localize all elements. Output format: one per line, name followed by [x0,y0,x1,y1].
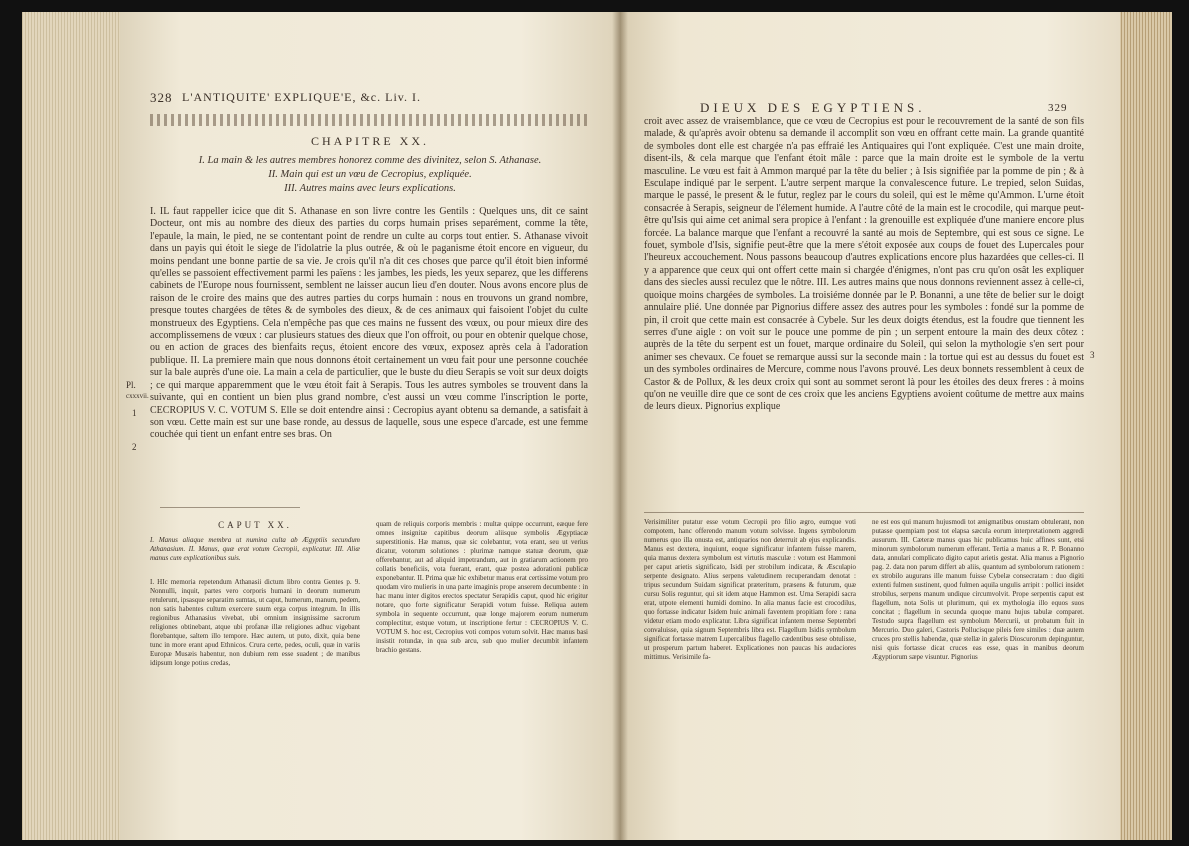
right-page-edges [1118,12,1172,840]
open-book [22,12,1172,840]
latin-column-2 [872,518,1084,784]
header-ornament [150,114,590,126]
right-page-number: 329 [1048,102,1068,114]
footnote-rule [644,512,1084,513]
latin-text: ne est eos qui manum hujusmodi tot ænigmatibus onustam obtulerant, non putasse quempiam post tot elapsa sæcula eorum interpretationem aggredi ausurum. III. Cæteræ manus quas hic publicamus huic affines sunt, etsi minorum symbolorum numerum efferant. Tertia a manus a R. P. Bonanno data, annulari complicato digito caput arietis gestat. Alia manus a Pignorio pag. 2. data non parum differt ab aliis, quantum ad symbolorum rationem : ex strobilo augurans ille manum fuisse Cybelæ consecratam : duo digiti extenti fulmen sustinent, quod fulmen aquila ungulis arripit : pollici insidet strobilus, serpens manum undique circumvolvit. Prope serpentis caput est flagellum, nota Solis ut plurimum, qui ex mythologia illo equos suos concitat ; flagellum in secunda quoque manu hujus tabulæ comparet. Testudo supra flagellum est symbolum Mercurii, ut probatum fuit in Mercurio. Duo galeri, Castoris Pollucisque pileis fere similes : duæ autem cruces pro stellis habendæ, quæ stellæ in galeris Dioscurorum depinguntur, nisi quis fortasse dicat cruces eas esse, quas in manibus deorum Ægyptiorum sæpe visuntur. Pignorius [872,518,1084,661]
latin-chapter-title: CAPUT XX. [218,520,292,530]
left-page [120,12,620,840]
right-french-body [644,116,1084,508]
latin-text: Verisimiliter putatur esse votum Cecropii pro filio ægro, eumque voti compotem, hanc offerendo manum votum solvisse. Ingens symbolorum numerus quo illa onusta est, antiquarios non deterruit ab ejus explicandis. Manus est dextera, inquiunt, eoque significatur infantem fuisse marem, quia manus dextera symbolum est virtutis masculæ : votum est Hammoni per caput arietis significato, Isidi per strobilum indicatæ, & Æsculapio serpente designato. Alius serpens valetudinem recuperandam denotat : tripus secundum Suidam significat præteritum, præsens & futurum, quæ cursu Solis reguntur, qui sit idem atque Hammon est. Urna Serapidi sacra erat, utpote elementi humidi domino. In alia manus facie est crocodilus, quo fortasse indicatur Isidem huic animali faventem propitiam fore : rana videtur etiam modo explicatur. Libra significat infantem mense Septembri convaluisse, quia signum Septembris libra est. Flagellum Isidis symbolum significat fortasse matrem Lupercalibus flagello cædentibus sese obtulisse, ut prosperum partum haberet. Explicationes non paucas his audaciores mittimus. Verisimile fa- [644,518,856,661]
latin-column-1 [150,578,360,778]
left-page-edges [22,12,122,840]
latin-column-2 [376,520,588,778]
latin-summary-text: I. Manus aliaque membra ut numina culta ab Ægyptiis secundum Athanasium. II. Manus, quæ erat votum Cecropii, explicatur. III. Aliæ manus cum explicationibus suis. [150,536,360,562]
margin-number-1: 1 [132,408,137,418]
plate-reference [126,380,149,402]
french-paragraph: croit avec assez de vraisemblance, que ce vœu de Cecropius est pour le recouvrement de la santé de son fils malade, & qu'après avoir obtenu sa demande il accomplit son vœu en offrant cette main. La grande quantité de symboles dont elle est chargée n'a pas effraié les Antiquaires qui l'ont expliquée. C'est une main droite, disent-ils, & cela marque que l'enfant étoit mâle : parce que la main droite est le symbole de la vertu masculine. Le vœu est fait à Ammon marqué par la tête du belier ; à Isis signifiée par la pomme de pin ; & à Esculape indiqué par le serpent. L'autre serpent marque la convalescence future. Le trepied, selon Suidas, marque le passé, le present & le futur, reglez par le cours du soleil, qui est le même qu'Ammon. L'urne étoit consacrée à Serapis, seigneur de l'élement humide. A l'autre côté de la main est le crocodile, qui marque peut-être qu'Isis qui aime cet animal sera propice à l'enfant : la grenouille est expliquée d'une maniere encore plus forcée. La balance marque que l'enfant a recouvré la santé au mois de Septembre, qui est sous ce signe. Le fouet, symbole d'Isis, signifie peut-être que la mere s'étoit exposée aux coups de fouet des Lupercales pour l'heureux accouchement. Nous passons beaucoup d'autres explications encore plus hazardées que celles-ci. Il y a apparence que ceux qui ont offert cette main si chargée d'énigmes, n'ont pas cru qu'on osât les expliquer dans des siecles aussi reculez que le nôtre. III. Les autres mains que nous donnons reviennent assez à celle-ci, quoique moins chargées de symboles. La troisiéme donnée par le P. Bonanni, a une tête de belier sur le doigt annulaire plié. Une donnée par Pignorius differe assez des autres pour les symboles : fondé sur la pomme de pin, il croit que cette main est consacrée à Cybele. Sur les deux doigts étendus, est la foudre que tiennent les serres d'une aigle : on voit sur le pouce une pomme de pin ; un serpent entoure la main des deux côtez : auprès de la tête du serpent est un fouet, marque ordinaire du Soleil, qui selon la mythologie s'en sert pour animer ses chevaux. Ce fouet se remarque aussi sur la seconde main : la tortue qui est au dessus du fouet est un des symboles ordinaires de Mercure, comme nous l'avons prouvé. Les deux bonnets ressemblent à ceux de Castor & de Pollux, & les deux croix qui sont au sommet seront là pour les étoiles des deux freres : à moins qu'on ne veuille dire que ce sont de ces croix que les anciens Egyptiens avoient coûtume de mettre aux mains de leurs dieux. Pignorius explique [644,116,1084,413]
chapter-title: CHAPITRE XX. [310,134,429,148]
right-running-head: DIEUX DES EGYPTIENS. [700,100,926,115]
latin-text: I. HIc memoria repetendum Athanasii dictum libro contra Gentes p. 9. Nonnulli, inquit, partes vero corporis humani in deorum numerum retulerunt, ipsasque separatim sumtas, ut caput, humerum, manum, pedem, non satis habentes cultum exercere suum erga corpus integrum. In illis regionibus Athanasius vivebat, ubi omnium insignissime sacrorum religiones obtinebant, atque ubi profanæ illæ religiones adhuc vigebant florebantque, saltem illo tempore. Hæc autem, ut puto, dixit, quia bene tunc in more erant apud Ethnicos. Crura certe, pedes, oculi, quæ in variis Europæ Musæis habentur, non dubium rem esse suadent ; de manibus idipsum longe potius credas, [150,578,360,667]
left-page-number: 328 [150,90,173,105]
summary-line: I. La main & les autres membres honorez comme des divinitez, selon S. Athanase. [198,155,542,166]
footnote-rule [160,507,300,508]
latin-text: quam de reliquis corporis membris : multæ quippe occurrunt, eæque fere omnes insignitæ capitibus deorum aliisque symbolis Ægyptiacæ superstitionis. Hæ manus, quæ sic colebantur, vota erant, seu ut verius dicatur, votorum solutiones : plurimæ namque statuæ deorum, quæ offerebantur, aut ad aliquid impetrandum, aut in gratiarum actionem pro collatis beneficiis, vota fuerant, erant, quæ postea adorationi publicæ exponebantur. II. Prima quæ hic exhibetur manus erat certissime votum pro quodam viro mulieris in una parte imaginis prope anserem decumbente : in hac manu inter digitos erectos spectatur Serapidis caput, quod hic erigitur notare, quo forte significatur Serapidi votum fuisse. Reliqua autem symbola in sequente occurrunt, quæ longe majorem eorum numerum complectitur, estque votum, ut inscriptione fertur : CECROPIUS V. C. VOTUM S. hoc est, Cecropius voti compos votum solvit. Hæc manus basi insistit rotundæ, in qua sub arcu, sub quo mulier decumbit infantem brachio gestans. [376,520,588,654]
plate-label: Pl. [126,380,136,390]
french-paragraph: I. IL faut rappeller icice que dit S. Athanase en son livre contre les Gentils : Quelques uns, dit ce saint Docteur, ont mis au nombre des dieux des parties du corps humain prises separément, comme la tête, l'epaule, la main, le pied, ne se contentant point de rendre un culte au corps tout entier. S. Athanase vivoit dans un payis qui étoit le siege de l'idolatrie la plus outrée, & où le paganisme étoit encore en vigueur, du moins pendant une bonne partie de sa vie. Je crois qu'il n'a dit ces choses que parce qu'il étoit bien informé qu'elles se passoient effectivement parmi les païens : les jambes, les pieds, les yeux separez, que les differens cabinets de l'Europe nous fournissent, semblent ne laisser aucun lieu d'en douter. Nous avons encore plus de raison de le croire des mains que des autres parties du corps humain : nous en trouvons un grand nombre, presque toutes chargées de têtes & de symboles des dieux, & de ces animaux qui faisoient l'objet du culte monstrueux des Egyptiens. Cela n'empêche pas que ces mains ne fussent des vœux, ou pour mieux dire des accomplissemens de vœux : car plusieurs statues des dieux que l'on offroit, ou pour en obtenir quelque chose, ou en action de graces des bienfaits reçus, étoient encore des vœux, exposez après cela à l'adoration publique. II. La premiere main que nous donnons étoit certainement un vœu fait pour une personne couchée sur la bale auprès d'une oie. La main a cela de particulier, que le buste du dieu Serapis se voit sur deux doigts ; ce qui marque apparemment que le vœu étoit fait à Serapis. Tous les autres symboles se trouvent dans la suivante, qui en contient un bien plus grand nombre, c'est aussi un vœu comme l'inscription le porte, CECROPIUS V. C. VOTUM S. Elle se doit entendre ainsi : Cecropius ayant obtenu sa demande, a satisfait à son vœu. Cette main est sur une base ronde, au dessus de laquelle, sous une espece d'arcade, est une femme couchée qui tient un enfant entre ses bras. On [150,206,588,441]
plate-number: cxxxvii. [126,392,149,400]
summary-line: II. Main qui est un vœu de Cecropius, expliquée. [268,169,472,180]
chapter-summary [160,154,580,196]
margin-number-2: 2 [132,442,137,452]
summary-line: III. Autres mains avec leurs explications. [284,183,456,194]
left-french-body [150,206,588,506]
right-page [620,12,1120,840]
book-gutter [612,12,628,840]
latin-summary [150,536,360,563]
latin-column-1 [644,518,856,784]
margin-number-3: 3 [1090,350,1095,360]
left-running-head: L'ANTIQUITE' EXPLIQUE'E, &c. Liv. I. [182,90,421,104]
